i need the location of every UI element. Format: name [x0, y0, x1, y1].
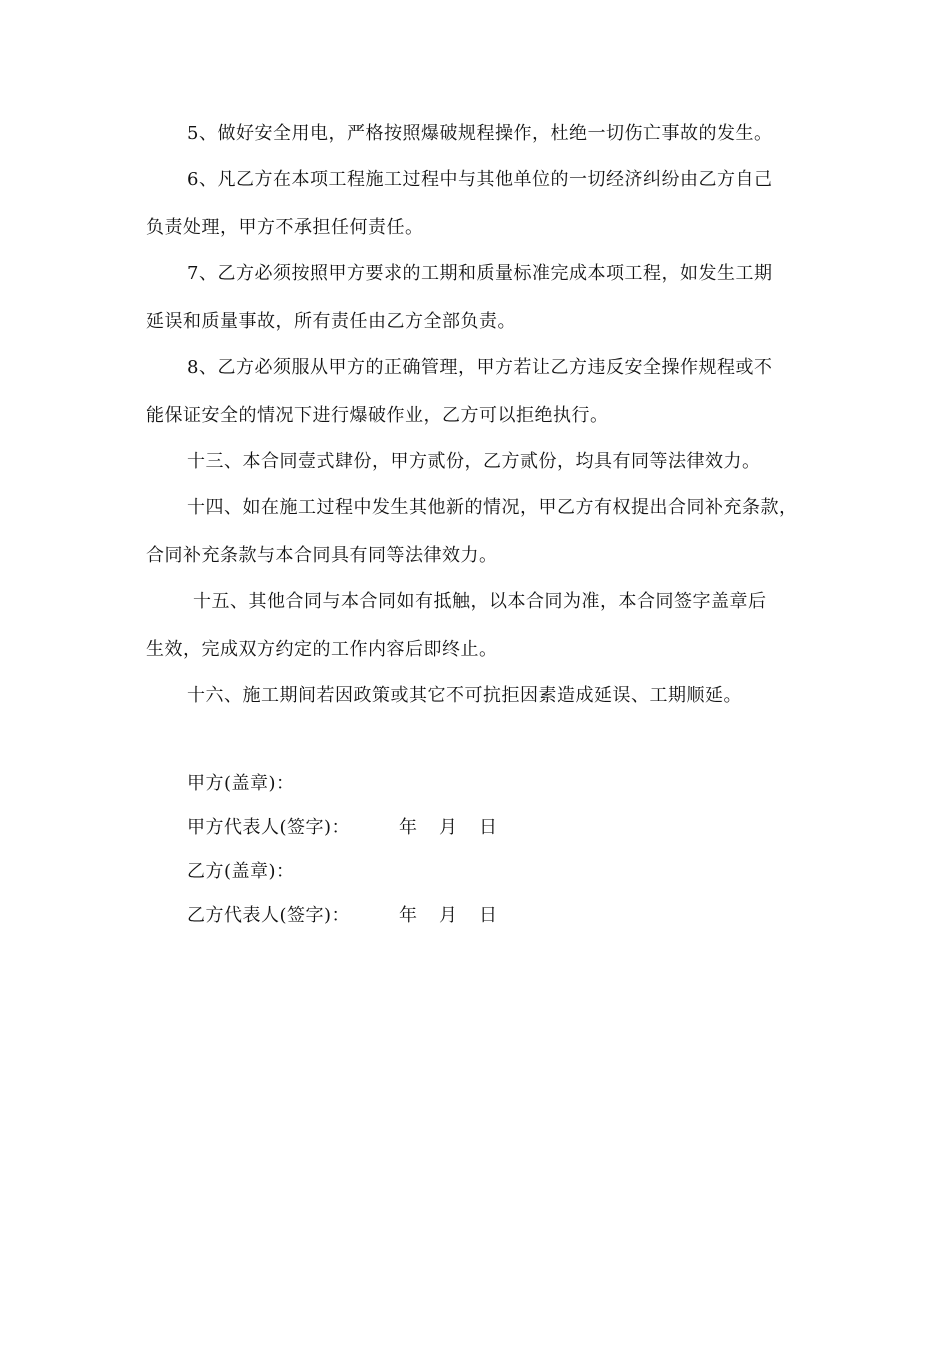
date-month-label: 月 [439, 905, 458, 926]
clause-8-line-2: 能保证安全的情况下进行爆破作业，乙方可以拒绝执行。 [146, 405, 609, 426]
clause-6-line-2: 负责处理，甲方不承担任何责任。 [146, 217, 424, 238]
party-a-seal-label: 甲方(盖章)： [187, 773, 295, 794]
clause-13-line-1: 十三、本合同壹式肆份，甲方贰份，乙方贰份，均具有同等法律效力。 [187, 451, 761, 472]
date-month-label: 月 [439, 817, 458, 838]
clause-7-line-1: 7、乙方必须按照甲方要求的工期和质量标准完成本项工程，如发生工期 [187, 263, 773, 284]
clause-7-line-2: 延误和质量事故，所有责任由乙方全部负责。 [146, 311, 516, 332]
date-year-label: 年 [399, 905, 418, 926]
clause-8-line-1: 8、乙方必须服从甲方的正确管理，甲方若让乙方违反安全操作规程或不 [187, 357, 773, 378]
party-a-rep-row [187, 816, 507, 840]
date-day-label: 日 [479, 905, 498, 926]
clause-6-line-1: 6、凡乙方在本项工程施工过程中与其他单位的一切经济纠纷由乙方自己 [187, 169, 773, 190]
party-a-rep-label: 甲方代表人(签字)： [187, 817, 351, 838]
clause-15-line-2: 生效，完成双方约定的工作内容后即终止。 [146, 639, 498, 660]
clause-14-line-2: 合同补充条款与本合同具有同等法律效力。 [146, 545, 498, 566]
clause-14-line-1: 十四、如在施工过程中发生其他新的情况，甲乙方有权提出合同补充条款， [187, 497, 798, 518]
date-year-label: 年 [399, 817, 418, 838]
clause-16-line-1: 十六、施工期间若因政策或其它不可抗拒因素造成延误、工期顺延。 [187, 685, 742, 706]
party-b-rep-label: 乙方代表人(签字)： [187, 905, 351, 926]
clause-15-line-1: 十五、其他合同与本合同如有抵触，以本合同为准，本合同签字盖章后 [193, 591, 767, 612]
clause-5-line-1: 5、做好安全用电，严格按照爆破规程操作，杜绝一切伤亡事故的发生。 [187, 123, 773, 144]
party-b-rep-row [187, 904, 507, 928]
party-b-seal-label: 乙方(盖章)： [187, 861, 295, 882]
date-day-label: 日 [479, 817, 498, 838]
